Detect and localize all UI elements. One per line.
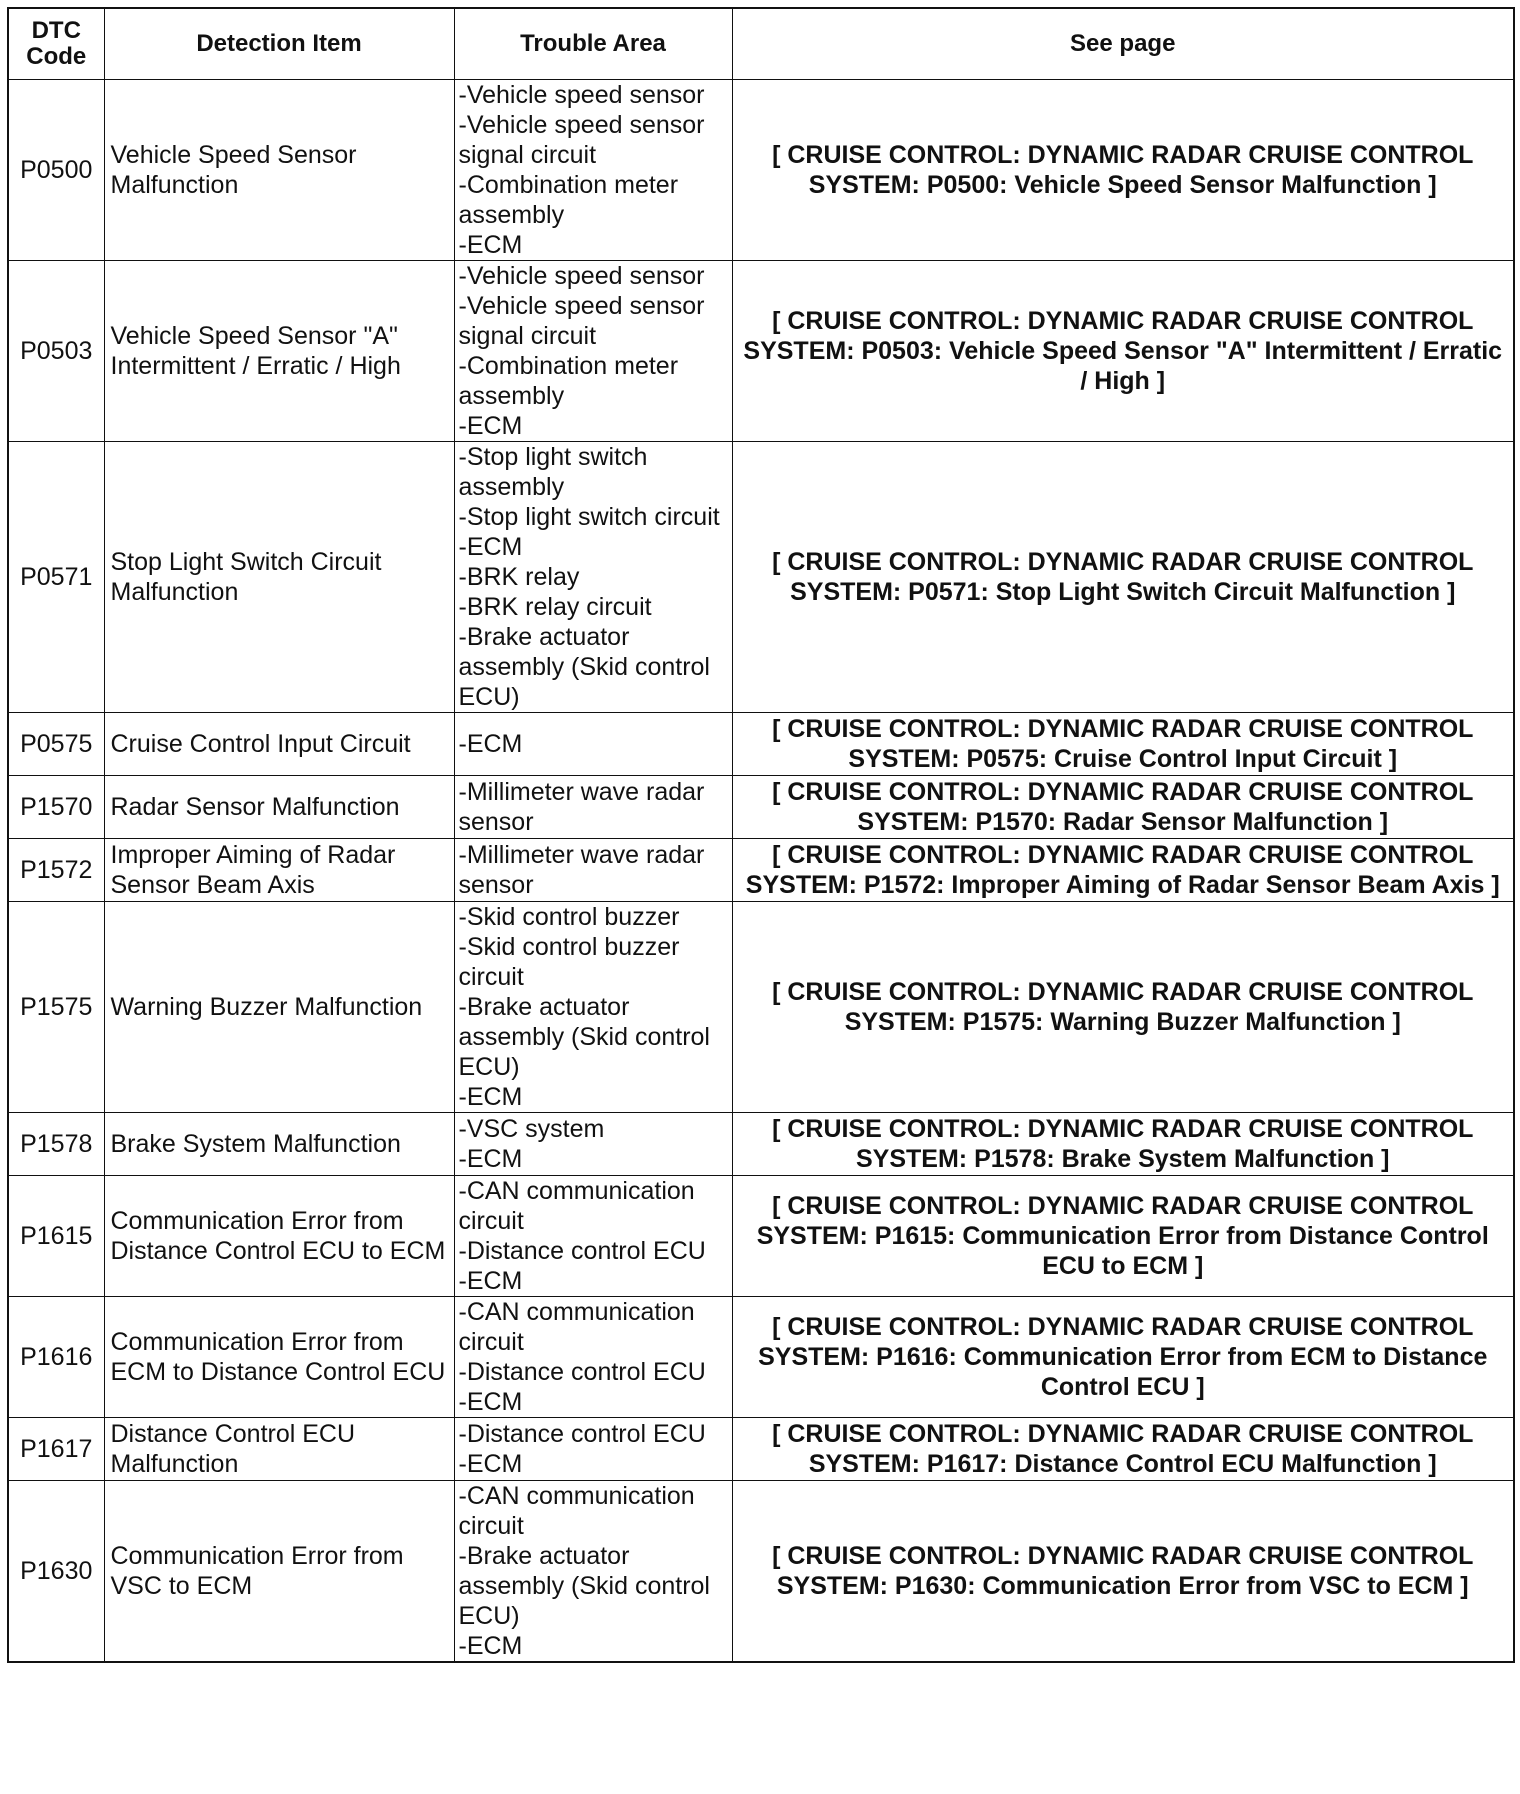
dtc-code-cell: P0571: [8, 442, 104, 713]
detection-item-cell: Communication Error from VSC to ECM: [104, 1481, 454, 1663]
trouble-area-item: -ECM: [458, 231, 523, 259]
trouble-area-cell: [454, 261, 732, 442]
trouble-area-item: -ECM: [458, 1388, 523, 1416]
trouble-area-item: -CAN communication circuit: [458, 1177, 695, 1235]
detection-item-cell: Improper Aiming of Radar Sensor Beam Axis: [104, 839, 454, 902]
trouble-area-item: -CAN communication circuit: [458, 1298, 695, 1356]
trouble-area-item: -ECM: [458, 730, 523, 758]
trouble-area-item: -Millimeter wave radar sensor: [458, 778, 705, 836]
trouble-area-item: -Skid control buzzer: [458, 903, 680, 931]
trouble-area-cell: [454, 442, 732, 713]
see-page-link[interactable]: [ CRUISE CONTROL: DYNAMIC RADAR CRUISE CONTROL SYSTEM: P1570: Radar Sensor Malfunction ]: [732, 776, 1514, 839]
detection-item-cell: Brake System Malfunction: [104, 1113, 454, 1176]
table-row: [8, 1297, 1514, 1418]
table-row: [8, 902, 1514, 1113]
see-page-link[interactable]: [ CRUISE CONTROL: DYNAMIC RADAR CRUISE CONTROL SYSTEM: P1575: Warning Buzzer Malfunction ]: [732, 902, 1514, 1113]
dtc-code-cell: P1616: [8, 1297, 104, 1418]
table-row: [8, 713, 1514, 776]
trouble-area-item: -Distance control ECU: [458, 1358, 706, 1386]
trouble-area-item: -ECM: [458, 1267, 523, 1295]
trouble-area-item: -ECM: [458, 1632, 523, 1660]
trouble-area-item: -Vehicle speed sensor: [458, 81, 705, 109]
see-page-link[interactable]: [ CRUISE CONTROL: DYNAMIC RADAR CRUISE CONTROL SYSTEM: P1578: Brake System Malfunction ]: [732, 1113, 1514, 1176]
table-row: [8, 1176, 1514, 1297]
dtc-code-cell: P0500: [8, 80, 104, 261]
dtc-code-cell: P0575: [8, 713, 104, 776]
dtc-code-cell: P1578: [8, 1113, 104, 1176]
detection-item-cell: Distance Control ECU Malfunction: [104, 1418, 454, 1481]
trouble-area-item: -Distance control ECU: [458, 1237, 706, 1265]
trouble-area-item: -Brake actuator assembly (Skid control ECU): [458, 1542, 710, 1630]
detection-item-cell: Stop Light Switch Circuit Malfunction: [104, 442, 454, 713]
trouble-area-item: -Vehicle speed sensor: [458, 262, 705, 290]
trouble-area-item: -Brake actuator assembly (Skid control ECU): [458, 623, 710, 711]
trouble-area-item: -ECM: [458, 1450, 523, 1478]
trouble-area-item: -CAN communication circuit: [458, 1482, 695, 1540]
see-page-link[interactable]: [ CRUISE CONTROL: DYNAMIC RADAR CRUISE CONTROL SYSTEM: P1616: Communication Error from ECM to Distance Control ECU ]: [732, 1297, 1514, 1418]
see-page-link[interactable]: [ CRUISE CONTROL: DYNAMIC RADAR CRUISE CONTROL SYSTEM: P0575: Cruise Control Input Circuit ]: [732, 713, 1514, 776]
trouble-area-cell: [454, 80, 732, 261]
trouble-area-item: -Millimeter wave radar sensor: [458, 841, 705, 899]
dtc-code-cell: P1617: [8, 1418, 104, 1481]
see-page-link[interactable]: [ CRUISE CONTROL: DYNAMIC RADAR CRUISE CONTROL SYSTEM: P1617: Distance Control ECU Malfunction ]: [732, 1418, 1514, 1481]
trouble-area-item: -Stop light switch assembly: [458, 443, 648, 501]
see-page-link[interactable]: [ CRUISE CONTROL: DYNAMIC RADAR CRUISE CONTROL SYSTEM: P1572: Improper Aiming of Radar Sensor Beam Axis ]: [732, 839, 1514, 902]
detection-item-cell: Communication Error from ECM to Distance Control ECU: [104, 1297, 454, 1418]
trouble-area-item: -BRK relay circuit: [458, 593, 652, 621]
detection-item-cell: Communication Error from Distance Control ECU to ECM: [104, 1176, 454, 1297]
trouble-area-item: -Stop light switch circuit: [458, 503, 720, 531]
dtc-code-cell: P1630: [8, 1481, 104, 1663]
trouble-area-cell: [454, 839, 732, 902]
dtc-code-cell: P1570: [8, 776, 104, 839]
trouble-area-cell: [454, 713, 732, 776]
header-dtc-code: DTC Code: [8, 8, 104, 80]
trouble-area-item: -Distance control ECU: [458, 1420, 706, 1448]
dtc-table: [7, 7, 1515, 1663]
dtc-code-cell: P0503: [8, 261, 104, 442]
table-row: [8, 80, 1514, 261]
header-trouble-area: Trouble Area: [454, 8, 732, 80]
trouble-area-item: -ECM: [458, 533, 523, 561]
see-page-link[interactable]: [ CRUISE CONTROL: DYNAMIC RADAR CRUISE CONTROL SYSTEM: P1630: Communication Error from VSC to ECM ]: [732, 1481, 1514, 1663]
table-row: [8, 261, 1514, 442]
detection-item-cell: Radar Sensor Malfunction: [104, 776, 454, 839]
dtc-code-cell: P1615: [8, 1176, 104, 1297]
trouble-area-item: -Vehicle speed sensor signal circuit: [458, 111, 705, 169]
trouble-area-item: -Skid control buzzer circuit: [458, 933, 680, 991]
trouble-area-item: -Vehicle speed sensor signal circuit: [458, 292, 705, 350]
see-page-link[interactable]: [ CRUISE CONTROL: DYNAMIC RADAR CRUISE CONTROL SYSTEM: P1615: Communication Error from Distance Control ECU to ECM ]: [732, 1176, 1514, 1297]
dtc-code-cell: P1575: [8, 902, 104, 1113]
trouble-area-cell: [454, 776, 732, 839]
trouble-area-cell: [454, 1113, 732, 1176]
table-row: [8, 1481, 1514, 1663]
trouble-area-item: -Combination meter assembly: [458, 171, 679, 229]
header-row: [8, 8, 1514, 80]
see-page-link[interactable]: [ CRUISE CONTROL: DYNAMIC RADAR CRUISE CONTROL SYSTEM: P0503: Vehicle Speed Sensor "A" Intermittent / Erratic / High ]: [732, 261, 1514, 442]
table-row: [8, 442, 1514, 713]
table-row: [8, 1113, 1514, 1176]
table-row: [8, 1418, 1514, 1481]
trouble-area-item: -Combination meter assembly: [458, 352, 679, 410]
trouble-area-cell: [454, 1176, 732, 1297]
trouble-area-cell: [454, 1297, 732, 1418]
trouble-area-item: -ECM: [458, 412, 523, 440]
see-page-link[interactable]: [ CRUISE CONTROL: DYNAMIC RADAR CRUISE CONTROL SYSTEM: P0500: Vehicle Speed Sensor Malfunction ]: [732, 80, 1514, 261]
trouble-area-item: -VSC system: [458, 1115, 605, 1143]
trouble-area-cell: [454, 1418, 732, 1481]
header-see-page: See page: [732, 8, 1514, 80]
detection-item-cell: Warning Buzzer Malfunction: [104, 902, 454, 1113]
detection-item-cell: Vehicle Speed Sensor Malfunction: [104, 80, 454, 261]
table-row: [8, 776, 1514, 839]
dtc-code-cell: P1572: [8, 839, 104, 902]
trouble-area-item: -BRK relay: [458, 563, 580, 591]
trouble-area-item: -ECM: [458, 1083, 523, 1111]
trouble-area-item: -Brake actuator assembly (Skid control ECU): [458, 993, 710, 1081]
trouble-area-item: -ECM: [458, 1145, 523, 1173]
detection-item-cell: Cruise Control Input Circuit: [104, 713, 454, 776]
table-row: [8, 839, 1514, 902]
table-body: [8, 80, 1514, 1663]
trouble-area-cell: [454, 902, 732, 1113]
see-page-link[interactable]: [ CRUISE CONTROL: DYNAMIC RADAR CRUISE CONTROL SYSTEM: P0571: Stop Light Switch Circuit Malfunction ]: [732, 442, 1514, 713]
trouble-area-cell: [454, 1481, 732, 1663]
header-detection-item: Detection Item: [104, 8, 454, 80]
detection-item-cell: Vehicle Speed Sensor "A" Intermittent / Erratic / High: [104, 261, 454, 442]
